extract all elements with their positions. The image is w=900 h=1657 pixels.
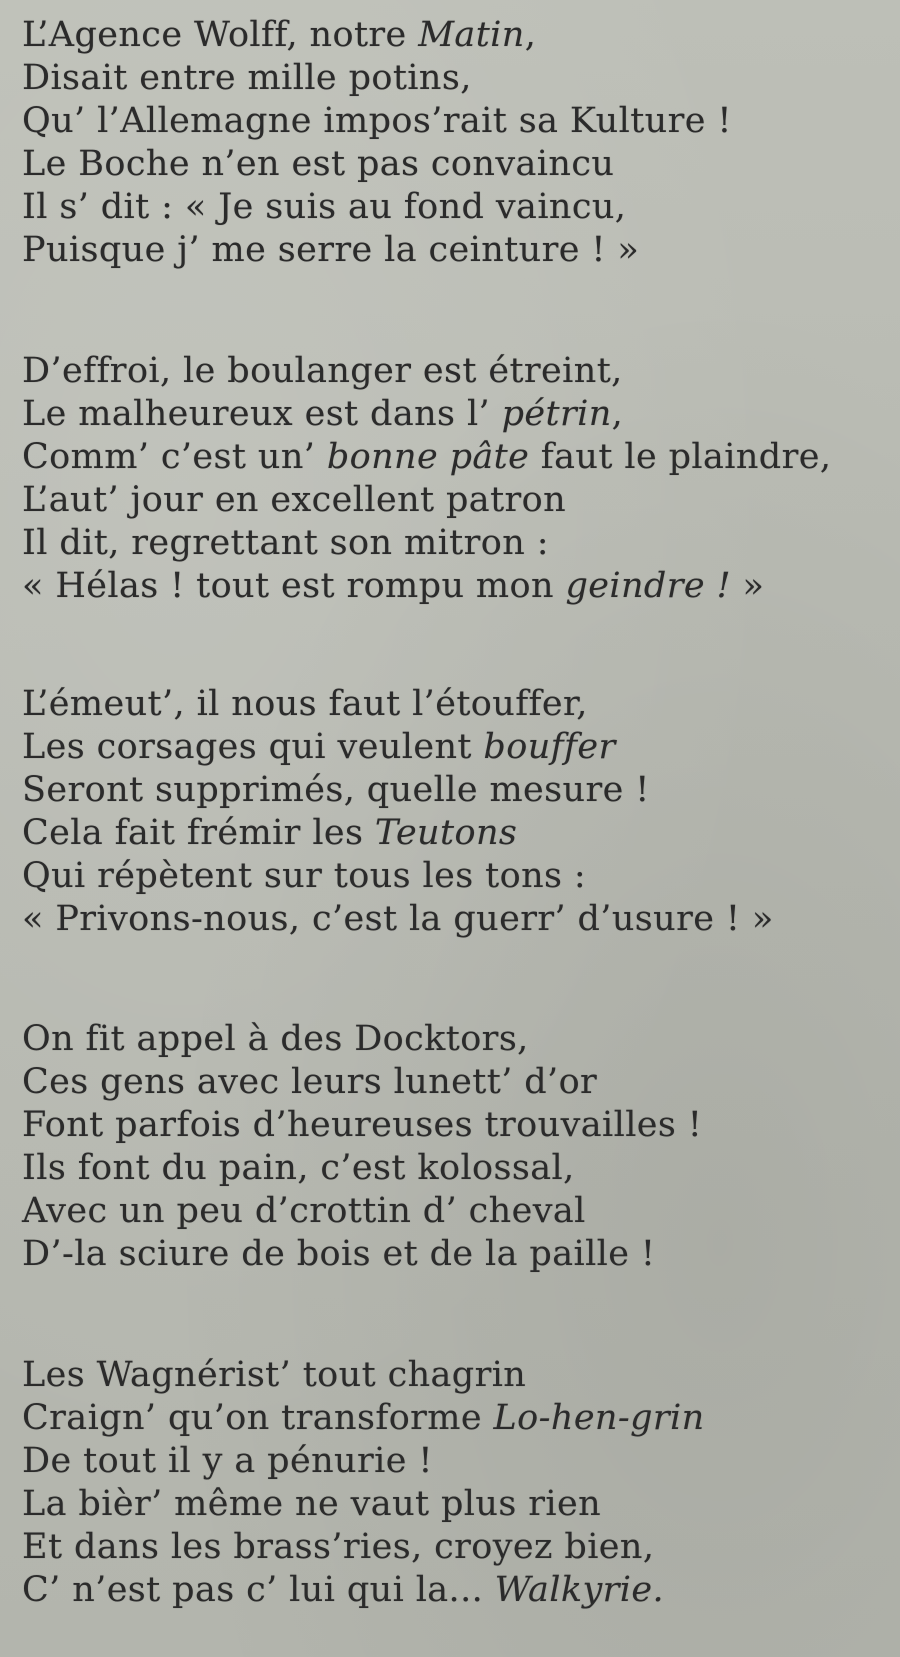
stanza (22, 683, 892, 941)
verse-line: Le malheureux est dans l’ pétrin, (22, 394, 624, 434)
stanza (22, 1354, 892, 1612)
verse-line: Seront supprimés, quelle mesure ! (22, 770, 650, 810)
verse-line: Les Wagnérist’ tout chagrin (22, 1355, 527, 1395)
verse-line: Puisque j’ me serre la ceinture ! » (22, 230, 640, 270)
verse-line: « Privons-nous, c’est la guerr’ d’usure ! » (22, 899, 774, 939)
verse-line: « Hélas ! tout est rompu mon geindre ! » (22, 566, 765, 606)
verse-line: Ces gens avec leurs lunett’ d’or (22, 1062, 598, 1102)
stanza (22, 350, 892, 608)
verse-line: Cela fait frémir les Teutons (22, 813, 518, 853)
verse-line: Disait entre mille potins, (22, 58, 472, 98)
verse-line: Les corsages qui veulent bouffer (22, 727, 616, 767)
verse-line: Et dans les brass’ries, croyez bien, (22, 1527, 655, 1567)
verse-line: Qui répètent sur tous les tons : (22, 856, 587, 896)
verse-line: Avec un peu d’crottin d’ cheval (22, 1191, 586, 1231)
verse-line: Comm’ c’est un’ bonne pâte faut le plaindre, (22, 437, 832, 477)
verse-line: Font parfois d’heureuses trouvailles ! (22, 1105, 703, 1145)
verse-line: On fit appel à des Docktors, (22, 1019, 529, 1059)
verse-line: Il dit, regrettant son mitron : (22, 523, 549, 563)
verse-line: De tout il y a pénurie ! (22, 1441, 433, 1481)
verse-line: La bièr’ même ne vaut plus rien (22, 1484, 602, 1524)
stanza (22, 14, 892, 272)
verse-line: L’émeut’, il nous faut l’étouffer, (22, 684, 588, 724)
verse-line: L’aut’ jour en excellent patron (22, 480, 567, 520)
verse-line: D’-la sciure de bois et de la paille ! (22, 1234, 656, 1274)
verse-line: L’Agence Wolff, notre Matin, (22, 15, 537, 55)
verse-line: Le Boche n’en est pas convaincu (22, 144, 615, 184)
verse-line: D’effroi, le boulanger est étreint, (22, 351, 623, 391)
verse-line: C’ n’est pas c’ lui qui la... Walkyrie. (22, 1570, 665, 1610)
verse-line: Qu’ l’Allemagne impos’rait sa Kulture ! (22, 101, 732, 141)
verse-line: Il s’ dit : « Je suis au fond vaincu, (22, 187, 627, 227)
verse-line: Craign’ qu’on transforme Lo-hen-grin (22, 1398, 705, 1438)
stanza (22, 1018, 892, 1276)
verse-line: Ils font du pain, c’est kolossal, (22, 1148, 575, 1188)
